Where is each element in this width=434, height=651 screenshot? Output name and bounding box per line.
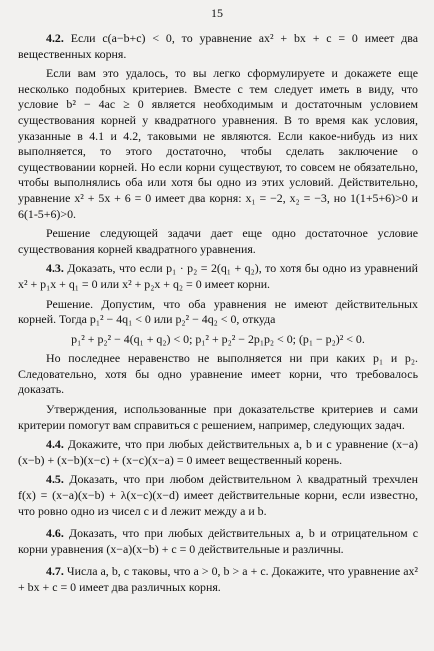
paragraph-solution: Решение. Допустим, что оба уравнения не имеют действительных корней. Тогда p₁² − 4q₁ < 0 или p₂² − 4q₂ < 0, откуда <box>18 296 418 327</box>
problem-4-3 <box>18 261 418 292</box>
formula-inequalities: p₁² + p₂² − 4(q₁ + q₂) < 0; p₁² + p₂² − 2p₁p₂ < 0; (p₁ − p₂)² < 0. <box>71 331 365 346</box>
paragraph-text: Числа a, b, c таковы, что a > 0, b > a + c. Докажите, что уравнение ax² + bx + c = 0 имеет два различных корня. <box>18 564 418 594</box>
problem-4-7 <box>18 564 418 595</box>
paragraph-next-condition: Решение следующей задачи дает еще одно достаточное условие существования корней квадратного уравнения. <box>18 226 418 256</box>
problem-number: 4.5. <box>46 472 64 487</box>
problem-4-2 <box>18 31 418 62</box>
page-number: 15 <box>211 6 223 20</box>
problem-number: 4.6. <box>46 526 64 541</box>
paragraph-text: Докажите, что при любых действительных a, b и c уравнение (x−a)(x−b) + (x−b)(x−c) + (x−c)(x−a) = 0 имеет вещественный корень. <box>18 437 418 467</box>
paragraph-conclusion: Но последнее неравенство не выполняется ни при каких p₁ и p₂. Следовательно, хотя бы одно уравнение имеет корни, что требовалось доказать. <box>18 351 418 397</box>
problem-number: 4.3. <box>46 261 64 276</box>
page-body <box>18 31 418 596</box>
paragraph-text: Доказать, что при любом действительном λ квадратный трехчлен f(x) = (x−a)(x−b) + λ(x−c)(x−d) имеет действительные корни, если известно, что ровно одно из чисел c и d лежит между a и b. <box>18 472 418 518</box>
problem-4-5 <box>18 472 418 519</box>
problem-number: 4.7. <box>46 564 64 579</box>
paragraph-text: Доказать, что если p₁ · p₂ = 2(q₁ + q₂), то хотя бы одно из уравнений x² + p₁x + q₁ = 0 или x² + p₂x + q₂ = 0 имеет корни. <box>18 261 418 291</box>
paragraph-text: Если c(a−b+c) < 0, то уравнение ax² + bx + c = 0 имеет два вещественных корня. <box>18 31 418 61</box>
paragraph-statements: Утверждения, использованные при доказательстве критериев и сами критерии помогут вам справиться с решением, например, следующих задач. <box>18 402 418 432</box>
paragraph-text: Доказать, что при любых действительных a, b и отрицательном c корни уравнения (x−a)(x−b) + c = 0 действительные и различны. <box>18 526 418 556</box>
problem-4-6 <box>18 526 418 557</box>
problem-number: 4.4. <box>46 437 64 452</box>
problem-number: 4.2. <box>46 31 64 45</box>
paragraph-criteria-note: Если вам это удалось, то вы легко сформулируете и докажете еще несколько подобных критериев. Вместе с тем следует иметь в виду, что условие b² − 4ac ≥ 0 является необходимым и достаточным условием существования корней у квадратного уравнения. В то время как условия, указанные в 4.1 и 4.2, таковыми не являются. Если какое-нибудь из них выполняется, то этого достаточно, чтобы сделать заключение о существовании корней. Но если корни существуют, то совсем не обязательно, чтобы выполнялись оба или хотя бы одно из этих условий. Действительно, уравнение x² + 5x + 6 = 0 имеет два корня: x₁ = −2, x₂ = −3, но 1(1+5+6)>0 и 6(1-5+6)>0. <box>18 66 418 221</box>
problem-4-4 <box>18 437 418 468</box>
